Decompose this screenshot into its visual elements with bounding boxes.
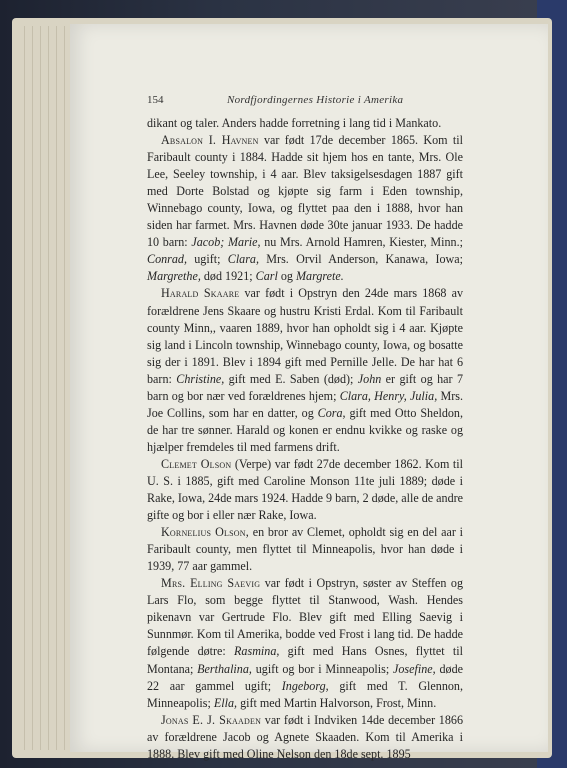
person-name: Mrs. Elling Saevig [161,576,261,591]
paragraph: Kornelius Olson, en bror av Clemet, opholdt sig en del aar i Faribault county, men flyttet til Minneapolis, hvor han døde i 1939, 77 aar gammel. [147,525,463,574]
person-name: Absalon I. Havnen [161,133,259,148]
person-name: Jonas E. J. Skaaden [161,712,262,727]
paragraph: Absalon I. Havnen var født 17de december 1865. Kom til Faribault county i 1884. Hadde sit hjem hos en tante, Mrs. Ole Lee, Seeley township, i 4 aar. Blev taksigelsesdagen 1887 gift med Dorte Bolstad og kjøpte sig farm i Eden township, Winnebago county, Iowa, og flyttet paa den i 1888, hvor han siden har farmet. Mrs. Havnen døde 30te januar 1933. De hadde 10 barn: Jacob; Marie, nu Mrs. Arnold Hamren, Kiester, Minn.; Conrad, ugift; Clara, Mrs. Orvil Anderson, Kanawa, Iowa; Margrethe, død 1921; Carl og Margrete. [147,133,464,284]
body-text [147,115,463,763]
person-name: Kornelius Olson, [161,525,249,540]
paragraph: Mrs. Elling Saevig var født i Opstryn, søster av Steffen og Lars Flo, som begge flyttet til Stanwood, Wash. Hendes pikenavn var Gertrude Flo. Blev gift med Elling Saevig i Sunnmør. Kom til Amerika, bodde ved Frost i lang tid. De hadde følgende døtre: Rasmina, gift med Hans Osnes, flyttet til Montana; Berthalina, ugift og bor i Minneapolis; Josefine, døde 22 aar gammel ugift; Ingeborg, gift med T. Glennon, Minneapolis; Ella, gift med Martin Halvorson, Frost, Minn. [147,576,464,710]
paragraph: Clemet Olson (Verpe) var født 27de december 1862. Kom til U. S. i 1885, gift med Caroline Monson 11te juli 1889; døde i Rake, Iowa, 24de mars 1924. Hadde 9 barn, 2 døde, alle de andre gifte og bor i eller nær Rake, Iowa. [147,456,464,523]
paragraph: dikant og taler. Anders hadde forretning i lang tid i Mankato. [147,116,442,130]
running-title: Nordfjordingernes Historie i Amerika [227,94,404,106]
paragraph: Jonas E. J. Skaaden var født i Indviken 14de december 1866 av forældrene Jacob og Agnete Skaaden. Kom til Amerika i 1888. Blev gift med Oline Nelson den 18de sept. 1895 [147,712,463,761]
person-name: Clemet Olson [161,456,232,471]
person-name: Harald Skaare [161,286,240,301]
paragraph: Harald Skaare var født i Opstryn den 24de mars 1868 av forældrene Jens Skaare og hustru Kristi Erdal. Kom til Faribault county Minn,, vaaren 1889, hvor han opholdt sig i 4 aar. Kjøpte sig land i Lincoln township, Winnebago county, Iowa, og bosatte sig der i 1891. Blev i 1894 gift med Pernille Jelle. De har hat 6 barn: Christine, gift med E. Saben (død); John er gift og har 7 barn og bor nær ved forældrenes hjem; Clara, Henry, Julia, Mrs. Joe Collins, som har en datter, og Cora, gift med Otto Sheldon, de har tre sønner. Harald og konen er endnu kvikke og raske og hjælper fremdeles til med farmens drift. [147,286,464,454]
page-number: 154 [147,94,164,106]
